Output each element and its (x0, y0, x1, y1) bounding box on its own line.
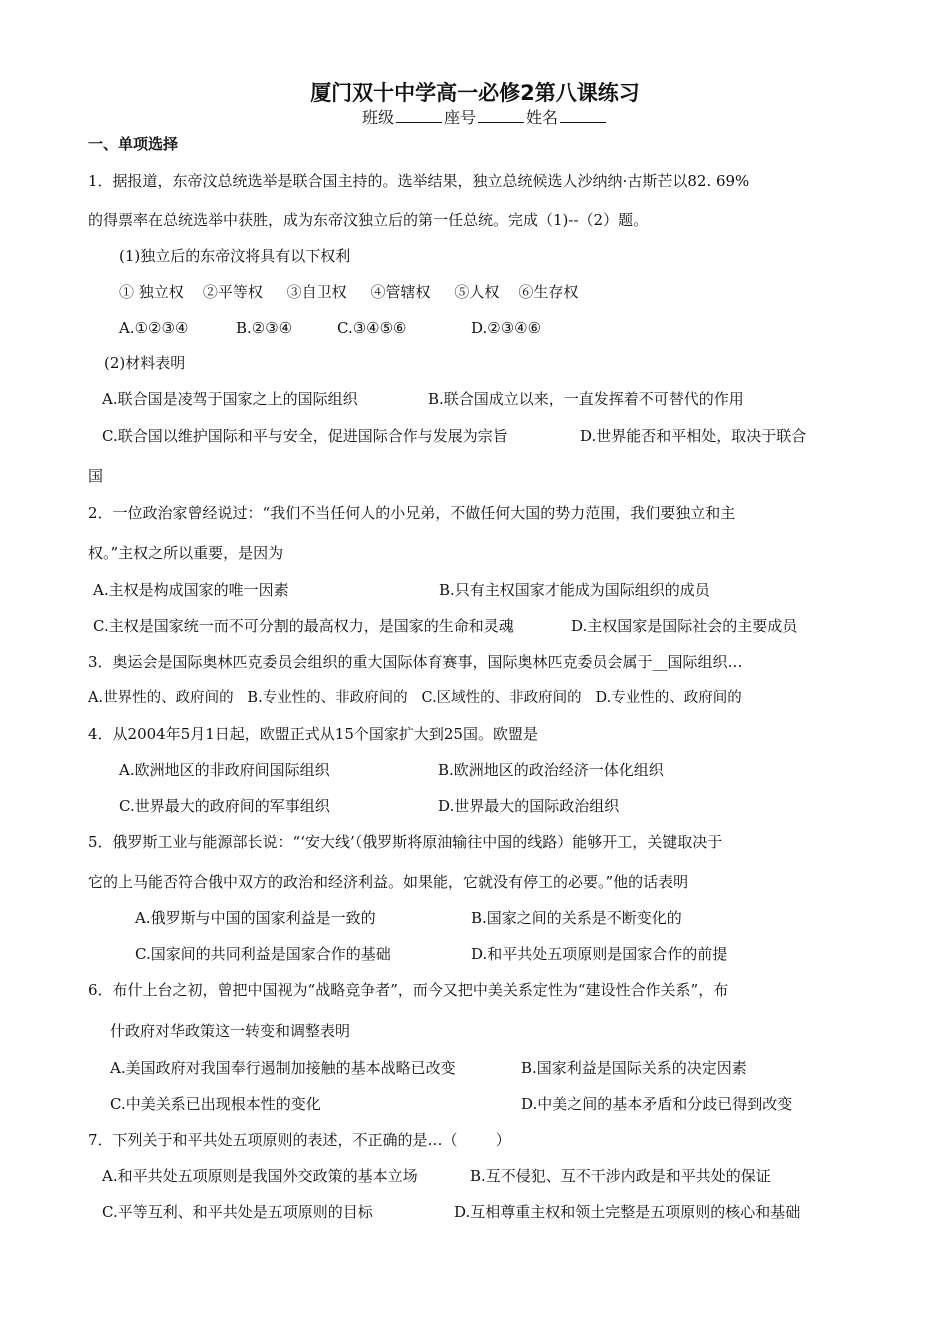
q6-option-d[interactable]: D.中美之间的基本矛盾和分歧已得到改变 (521, 1095, 793, 1113)
q5-option-c[interactable]: C.国家间的共同利益是国家合作的基础 (135, 945, 391, 963)
q4-option-a[interactable]: A.欧洲地区的非政府间国际组织 (119, 761, 330, 779)
class-blank[interactable] (396, 108, 442, 123)
q7-option-c[interactable]: C.平等互利、和平共处是五项原则的目标 (102, 1203, 373, 1221)
q1-2-option-c[interactable]: C.联合国以维护国际和平与安全，促进国际合作与发展为宗旨 (102, 427, 508, 445)
q1-stem-line1: 1．据报道，东帝汶总统选举是联合国主持的。选举结果，独立总统候选人沙纳纳·古斯芒以82. 69% (88, 172, 750, 190)
class-label: 班级 (362, 108, 395, 127)
q7-option-d[interactable]: D.互相尊重主权和领土完整是五项原则的核心和基础 (454, 1203, 801, 1221)
seat-label: 座号 (444, 108, 477, 127)
name-blank[interactable] (560, 108, 606, 123)
q1-sub1: (1)独立后的东帝汶将具有以下权利 (119, 247, 351, 265)
q1-option-a[interactable]: A.①②③④ (119, 319, 189, 337)
q7-option-b[interactable]: B.互不侵犯、互不干涉内政是和平共处的保证 (470, 1167, 771, 1185)
q2-stem-line1: 2．一位政治家曾经说过：“我们不当任何人的小兄弟，不做任何大国的势力范围，我们要独立和主 (88, 504, 736, 522)
seat-blank[interactable] (478, 108, 524, 123)
q7-option-a[interactable]: A.和平共处五项原则是我国外交政策的基本立场 (102, 1167, 418, 1185)
q1-sub2: (2)材料表明 (104, 354, 186, 372)
q5-option-b[interactable]: B.国家之间的关系是不断变化的 (471, 909, 682, 927)
page-title: 厦门双十中学高一必修2第八课练习 (310, 81, 640, 105)
q2-option-a[interactable]: A.主权是构成国家的唯一因素 (93, 581, 289, 599)
q2-option-d[interactable]: D.主权国家是国际社会的主要成员 (571, 617, 798, 635)
q2-stem-line2: 权。”主权之所以重要，是因为 (88, 544, 284, 562)
q1-2-option-d-cont: 国 (88, 467, 104, 485)
q3-options[interactable]: A.世界性的、政府间的 B.专业性的、非政府间的 C.区域性的、非政府间的 D.专业性的、政府间的 (88, 690, 742, 706)
q5-option-d[interactable]: D.和平共处五项原则是国家合作的前提 (471, 945, 728, 963)
q1-option-b[interactable]: B.②③④ (236, 319, 293, 337)
q2-option-b[interactable]: B.只有主权国家才能成为国际组织的成员 (439, 581, 710, 599)
student-info (362, 108, 608, 128)
q3-stem: 3．奥运会是国际奥林匹克委员会组织的重大国际体育赛事，国际奥林匹克委员会属于__国际组织… (88, 653, 743, 671)
q6-option-a[interactable]: A.美国政府对我国奉行遏制加接触的基本战略已改变 (110, 1059, 456, 1077)
q2-option-c[interactable]: C.主权是国家统一而不可分割的最高权力，是国家的生命和灵魂 (93, 617, 514, 635)
q4-stem: 4．从2004年5月1日起，欧盟正式从15个国家扩大到25国。欧盟是 (88, 725, 538, 743)
q5-stem-line2: 它的上马能否符合俄中双方的政治和经济利益。如果能，它就没有停工的必要。”他的话表明 (88, 873, 689, 891)
q6-option-b[interactable]: B.国家利益是国际关系的决定因素 (521, 1059, 747, 1077)
q1-option-d[interactable]: D.②③④⑥ (471, 319, 542, 337)
q6-stem-line1: 6．布什上台之初，曾把中国视为“战略竞争者”，而今又把中美关系定性为“建设性合作关系”，布 (88, 981, 729, 999)
q1-rights-list: ① 独立权 ②平等权 ③自卫权 ④管辖权 ⑤人权 ⑥生存权 (119, 283, 579, 301)
q1-2-option-d[interactable]: D.世界能否和平相处，取决于联合 (580, 427, 807, 445)
q4-option-c[interactable]: C.世界最大的政府间的军事组织 (119, 797, 330, 815)
q1-2-option-a[interactable]: A.联合国是凌驾于国家之上的国际组织 (102, 390, 358, 408)
q6-option-c[interactable]: C.中美关系已出现根本性的变化 (110, 1095, 321, 1113)
q5-stem-line1: 5．俄罗斯工业与能源部长说：“‘安大线’（俄罗斯将原油输往中国的线路）能够开工，关键取决于 (88, 833, 723, 851)
q4-option-d[interactable]: D.世界最大的国际政治组织 (438, 797, 620, 815)
q1-stem-line2: 的得票率在总统选举中获胜，成为东帝汶独立后的第一任总统。完成（1)--（2）题。 (88, 211, 649, 229)
section-heading: 一、单项选择 (88, 135, 179, 153)
q1-option-c[interactable]: C.③④⑤⑥ (337, 319, 407, 337)
name-label: 姓名 (526, 108, 559, 127)
q7-stem: 7．下列关于和平共处五项原则的表述，不正确的是…（ ） (88, 1131, 511, 1149)
q5-option-a[interactable]: A.俄罗斯与中国的国家利益是一致的 (135, 909, 376, 927)
q1-2-option-b[interactable]: B.联合国成立以来，一直发挥着不可替代的作用 (428, 390, 744, 408)
q4-option-b[interactable]: B.欧洲地区的政治经济一体化组织 (438, 761, 664, 779)
q6-stem-line2: 什政府对华政策这一转变和调整表明 (110, 1022, 351, 1040)
